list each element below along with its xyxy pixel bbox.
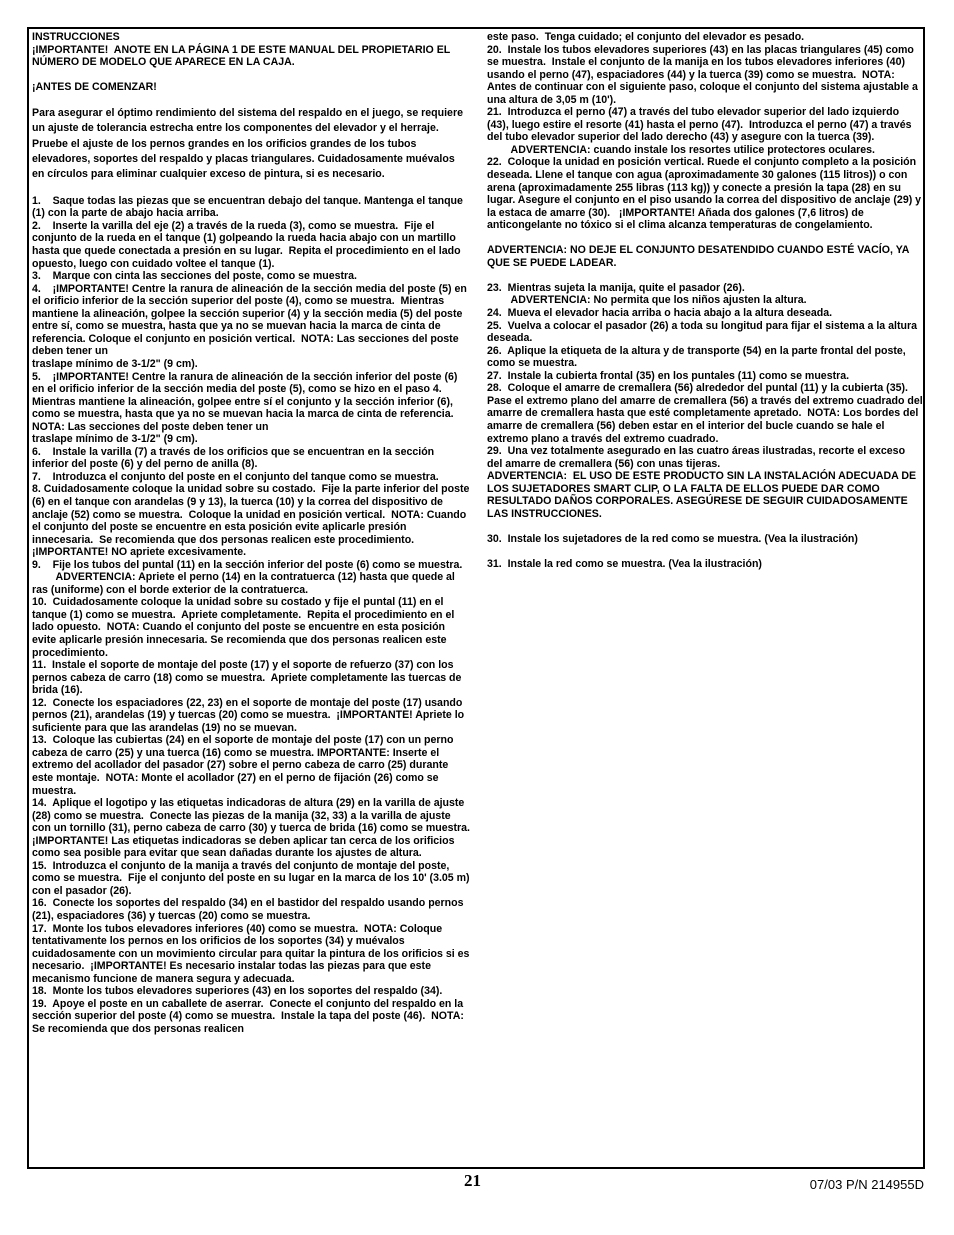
instruction-paragraph: 14. Aplique el logotipo y las etiquetas indicadoras de altura (29) en la varilla de ajuste (28) como se muestra. Conecte las piezas de la manija (32, 33) a la varilla de ajuste con un tornillo (31), perno cabeza de carro (30) y tuerca de brida (16) como se muestra. ¡IMPORTANTE! Las etiquetas indicadoras se deben aplicar tan cerca de los orificios como sea posible para evitar que sean dañadas durante los ajustes de altura. <box>32 797 476 860</box>
instruction-paragraph: 19. Apoye el poste en un caballete de aserrar. Conecte el conjunto del respaldo en la sección superior del poste (4) como se muestra. Instale la tapa del poste (46). NOTA: Se recomienda que dos personas realicen <box>32 997 467 1035</box>
instruction-paragraph: 13. Coloque las cubiertas (24) en el soporte de montaje del poste (17) con un perno cabeza de carro (25) y una tuerca (16) como se muestra. IMPORTANTE: Inserte el extremo del acollador del pasador (27) sobre el perno cabeza de carro (25) durante este montaje. NOTA: Monte el acollador (27) en el perno de fijación (26) como se muestra. <box>32 734 457 797</box>
instruction-paragraph: 27. Instale la cubierta frontal (35) en los puntales (11) como se muestra. <box>487 369 850 382</box>
instructions-frame <box>27 27 925 1169</box>
instruction-paragraph: ADVERTENCIA: EL USO DE ESTE PRODUCTO SIN LA INSTALACIÓN ADECUADA DE LOS SUJETADORES SMART CLIP, O LA FALTA DE ELLOS PUEDE DAR COMO RESULTADO DAÑOS CORPORALES. ASEGÚRESE DE SEGUIR CUIDADOSAMENTE LAS INSTRUCCIONES. <box>487 470 920 520</box>
instruction-paragraph: 10. Cuidadosamente coloque la unidad sobre su costado y fije el puntal (11) en el tanque (1) como se muestra. Apriete completamente. Repita el procedimiento en el lado opuesto. NOTA: Cuando el conjunto del poste se encuentre en esta posición evite aplicarle presión innecesaria. Se recomienda que dos personas realicen este procedimiento. <box>32 596 458 659</box>
instruction-paragraph: ¡IMPORTANTE! NO apriete excesivamente. <box>32 546 247 559</box>
instruction-paragraph: ¡IMPORTANTE! ANOTE EN LA PÁGINA 1 DE ESTE MANUAL DEL PROPIETARIO EL NÚMERO DE MODELO QUE APARECE EN LA CAJA. <box>32 43 454 69</box>
instruction-paragraph: 31. Instale la red como se muestra. (Vea la ilustración) <box>487 557 762 570</box>
instruction-paragraph: este paso. Tenga cuidado; el conjunto del elevador es pesado. <box>487 31 805 43</box>
instruction-paragraph: 12. Conecte los espaciadores (22, 23) en el soporte de montaje del poste (17) usando pernos (21), arandelas (19) y tuercas (20) como se muestra. ¡IMPORTANTE! Apriete lo suficiente para que las arandelas (19) no se muevan. <box>32 696 468 734</box>
left-column <box>32 31 476 1035</box>
paragraph-spacer <box>32 182 470 195</box>
instruction-paragraph: 5. ¡IMPORTANTE! Centre la ranura de alineación de la sección inferior del poste (6) en el orificio inferior de la sección media del poste (5), como se hizo en el paso 4. Mientras mantiene la alineación, golpee entre sí el conjunto y la sección inferior (6), como se muestra, hasta que ya no se muevan hacia la marca de cinta de referencia. NOTA: Las secciones del poste deben tener un <box>32 370 461 433</box>
instruction-paragraph: 30. Instale los sujetadores de la red como se muestra. (Vea la ilustración) <box>487 532 858 545</box>
footer-code: 07/03 P/N 214955D <box>809 1177 924 1192</box>
paragraph-spacer <box>32 69 470 82</box>
instruction-paragraph: 3. Marque con cinta las secciones del poste, como se muestra. <box>32 270 357 283</box>
instruction-paragraph: Para asegurar el óptimo rendimiento del sistema del respaldo en el juego, se requiere un ajuste de tolerancia estrecha entre los componentes del elevador y el herraje. Pruebe el ajuste de los pernos grandes en los orificios grandes de los tubos elevadores, soportes del respaldo y placas triangulares. Cuidadosamente muévalos en círculos para eliminar cualquier exceso de pintura, si es necesario. <box>32 107 466 181</box>
instruction-paragraph: 29. Una vez totalmente asegurado en las cuatro áreas ilustradas, recorte el exceso del amarre de cremallera (56) con unas tijeras. <box>487 445 909 470</box>
instruction-paragraph: ADVERTENCIA: Apriete el perno (14) en la contratuerca (12) hasta que quede al ras (uniforme) con el borde exterior de la contratuerca. <box>32 571 458 596</box>
instruction-paragraph: 25. Vuelva a colocar el pasador (26) a toda su longitud para fijar el sistema a la altura deseada. <box>487 319 920 345</box>
instruction-paragraph: 15. Introduzca el conjunto de la manija a través del conjunto de montaje del poste, como se muestra. Fije el conjunto del poste en su lugar en la marca de los 10' (3.05 m) con el pasador (26). <box>32 859 473 897</box>
instruction-paragraph: ADVERTENCIA: NO DEJE EL CONJUNTO DESATENDIDO CUANDO ESTÉ VACÍO, YA QUE SE PUEDE LADEAR. <box>487 244 912 269</box>
instruction-paragraph: ¡ANTES DE COMENZAR! <box>32 81 157 94</box>
instruction-paragraph: 28. Coloque el amarre de cremallera (56) alrededor del puntal (11) y la cubierta (35). Pase el extremo plano del amarre de cremallera (56) a través del extremo cuadrado del amarre de cremallera hasta que esté completamente apretado. NOTA: Los bordes del amarre de cremallera (56) deben estar en el interior del bucle cuando se hale el extremo plano a través del extremo cuadrado. <box>487 382 926 445</box>
page-number: 21 <box>464 1171 481 1190</box>
paragraph-spacer <box>32 94 470 107</box>
instruction-paragraph: 16. Conecte los soportes del respaldo (34) en el bastidor del respaldo usando pernos (21), espaciadores (36) y tuercas (20) como se muestra. <box>32 897 467 923</box>
instruction-paragraph: ADVERTENCIA: No permita que los niños ajusten la altura. <box>487 294 807 307</box>
instruction-paragraph: 17. Monte los tubos elevadores inferiores (40) como se muestra. NOTA: Coloque tentativamente los pernos en los orificios de los soportes (34) y muévalos cuidadosamente con un movimiento circular para quitar la pintura de los orificios si es necesario. ¡IMPORTANTE! Es necesario instalar todas las piezas para que este mecanismo funcione de manera segura y adecuada. <box>32 922 473 985</box>
paragraph-spacer <box>487 232 923 245</box>
instruction-paragraph: 24. Mueva el elevador hacia arriba o hacia abajo a la altura deseada. <box>487 307 833 320</box>
paragraph-spacer <box>487 520 923 533</box>
instruction-paragraph: 20. Instale los tubos elevadores superiores (43) en las placas triangulares (45) como se muestra. Instale el conjunto de la manija en los tubos elevadores inferiores (40) usando el perno (47), espaciadores (44) y la tuerca (39) como se muestra. NOTA: Antes de continuar con el siguiente paso, coloque el conjunto del sistema ajustable a una altura de 3,05 m (10'). <box>487 43 921 106</box>
instruction-paragraph: 22. Coloque la unidad en posición vertical. Ruede el conjunto completo a la posición deseada. Llene el tanque con agua (aproximadamente 30 galones (115 litros)) o con arena (aproximadamente 255 libras (113 kg)) y conecte a presión la tapa (28) en su lugar. Asegure el conjunto en el piso usando la correa del dispositivo de anclaje (29) y la estaca de amarre (30). ¡IMPORTANTE! Añada dos galones (7,6 litros) de anticongelante no tóxico si el clima alcanza temperaturas de congelamiento. <box>487 156 925 232</box>
instruction-paragraph: 21. Introduzca el perno (47) a través del tubo elevador superior del lado izquierdo (43), luego estire el resorte (41) hasta el perno (47). Introduzca el perno (47) a través del tubo elevador superior del lado derecho (43) y asegure con la tuerca (39). <box>487 106 915 144</box>
instruction-paragraph: 9. Fije los tubos del puntal (11) en la sección inferior del poste (6) como se muestra. <box>32 558 463 571</box>
instruction-paragraph: traslape mínimo de 3-1/2" (9 cm). <box>32 357 198 370</box>
instruction-paragraph: 6. Instale la varilla (7) a través de los orificios que se encuentran en la sección inferior del poste (6) y del perno de anilla (8). <box>32 445 438 471</box>
instruction-paragraph: 7. Introduzca el conjunto del poste en el conjunto del tanque como se muestra. <box>32 470 439 483</box>
paragraph-spacer <box>487 269 923 282</box>
instruction-paragraph: 1. Saque todas las piezas que se encuentran debajo del tanque. Mantenga el tanque (1) con la parte de abajo hacia arriba. <box>32 194 466 220</box>
instruction-paragraph: 23. Mientras sujeta la manija, quite el pasador (26). <box>487 281 745 294</box>
right-column <box>487 31 926 571</box>
instruction-paragraph: ADVERTENCIA: cuando instale los resortes utilice protectores oculares. <box>487 143 875 156</box>
instruction-paragraph: 11. Instale el soporte de montaje del poste (17) y el soporte de refuerzo (37) con los pernos cabeza de carro (18) como se muestra. Apriete completamente las tuercas de brida (16). <box>32 659 465 697</box>
instruction-paragraph: INSTRUCCIONES <box>32 31 120 43</box>
instruction-paragraph: 18. Monte los tubos elevadores superiores (43) en los soportes del respaldo (34). <box>32 985 443 998</box>
instruction-paragraph: traslape mínimo de 3-1/2" (9 cm). <box>32 433 198 446</box>
instruction-paragraph: 8. Cuidadosamente coloque la unidad sobre su costado. Fije la parte inferior del poste (6) en el tanque con arandelas (9 y 13), la tuerca (10) y la correa del dispositivo de anclaje (52) como se muestra. Coloque la unidad en posición vertical. NOTA: Cuando el conjunto del poste se encuentre en esta posición evite aplicarle presión innecesaria. Se recomienda que dos personas realicen este procedimiento. <box>32 483 473 546</box>
instruction-paragraph: 4. ¡IMPORTANTE! Centre la ranura de alineación de la sección media del poste (5) en el orificio inferior de la sección superior del poste (4), como se muestra. Mientras mantiene la alineación, golpee la sección superior (4) y la sección media (5) del poste entre sí, como se muestra, hasta que ya no se muevan hacia la marca de cinta de referencia. Coloque el conjunto en posición vertical. NOTA: Las secciones del poste deben tener un <box>32 282 470 358</box>
paragraph-spacer <box>487 545 923 558</box>
instruction-paragraph: 2. Inserte la varilla del eje (2) a través de la rueda (3), como se muestra. Fije el conjunto de la rueda en el tanque (1) golpeando la rueda hacia abajo con un martillo hasta que quede conectada a presión en su lugar. Repita el procedimiento en el lado opuesto, luego con cuidado voltee el tanque (1). <box>32 219 464 270</box>
instruction-paragraph: 26. Aplique la etiqueta de la altura y de transporte (54) en la parte frontal del poste, como se muestra. <box>487 344 909 370</box>
